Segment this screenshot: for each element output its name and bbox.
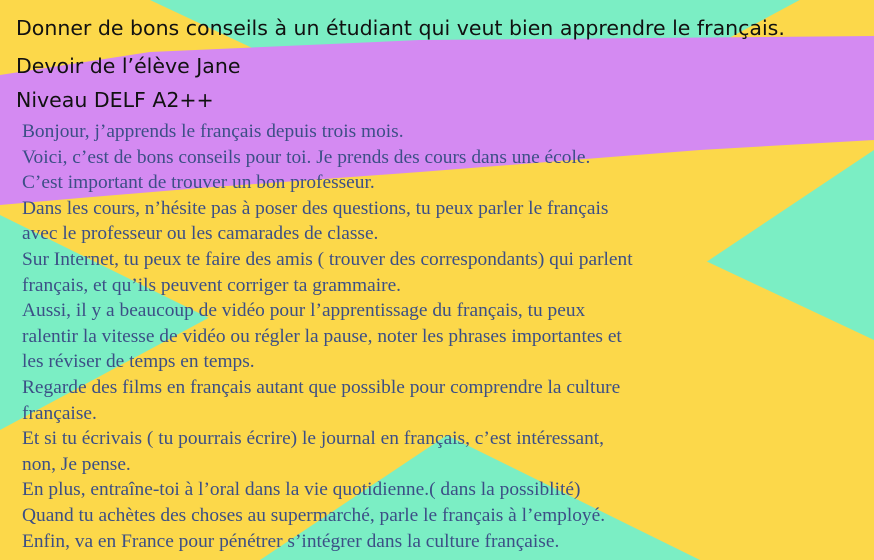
text-line: C’est important de trouver un bon professeur. — [22, 172, 375, 194]
text-line: ralentir la vitesse de vidéo ou régler la pause, noter les phrases importantes et — [22, 325, 622, 347]
text-line: Enfin, va en France pour pénétrer s’intégrer dans la culture française. — [22, 530, 560, 552]
text-line: Aussi, il y a beaucoup de vidéo pour l’apprentissage du français, tu peux — [22, 300, 586, 322]
text-line: Dans les cours, n’hésite pas à poser des questions, tu peux parler le français — [22, 197, 609, 219]
text-line: avec le professeur ou les camarades de classe. — [22, 223, 379, 245]
text-line: non, Je pense. — [22, 453, 131, 475]
text-line: Bonjour, j’apprends le français depuis trois mois. — [22, 121, 404, 142]
text-line: Et si tu écrivais ( tu pourrais écrire) le journal en français, c’est intéressant, — [22, 428, 605, 450]
document-title: Donner de bons conseils à un étudiant qui veut bien apprendre le français. — [16, 16, 785, 40]
level-line: Niveau DELF A2++ — [16, 88, 214, 112]
text-line: Quand tu achètes des choses au supermarché, parle le français à l’employé. — [22, 504, 606, 526]
text-line: Sur Internet, tu peux te faire des amis ( trouver des correspondants) qui parlent — [22, 248, 633, 270]
text-line: Regarde des films en français autant que possible pour comprendre la culture — [22, 376, 621, 398]
text-line: En plus, entraîne-toi à l’oral dans la vie quotidienne.( dans la possiblité) — [22, 479, 581, 501]
text-line: Voici, c’est de bons conseils pour toi. Je prends des cours dans une école. — [22, 146, 591, 168]
text-line: les réviser de temps en temps. — [22, 351, 255, 373]
author-line: Devoir de l’élève Jane — [16, 54, 241, 78]
text-line: français, et qu’ils peuvent corriger ta grammaire. — [22, 274, 402, 296]
body-text — [22, 119, 867, 554]
text-line: française. — [22, 402, 97, 424]
